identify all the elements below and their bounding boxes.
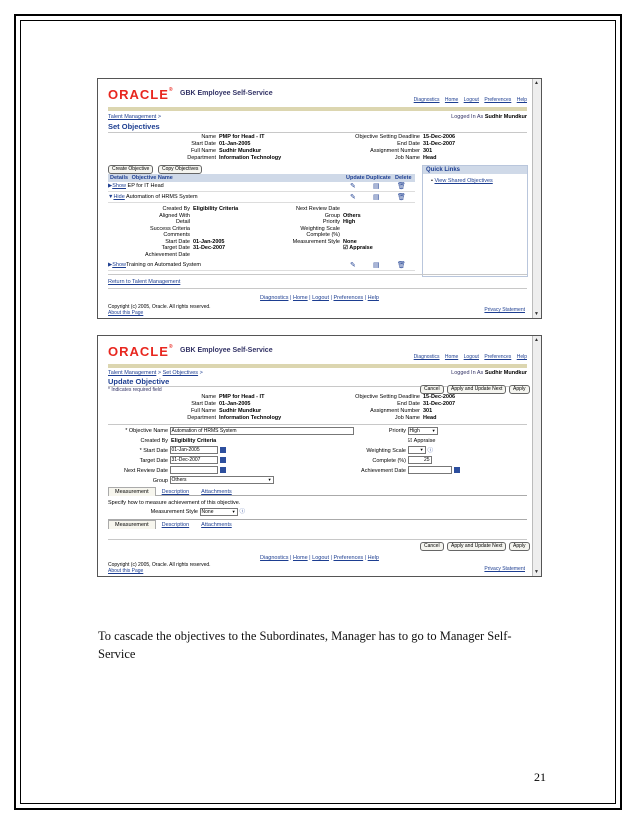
footer-preferences-link[interactable]: Preferences (333, 295, 364, 301)
tab-measurement[interactable]: Measurement (108, 520, 156, 529)
tab-description[interactable]: Description (161, 489, 190, 495)
view-shared-objectives-link[interactable]: View Shared Objectives (434, 178, 493, 184)
breadcrumb: Talent Management > (108, 114, 162, 120)
table-row: ▶Show EP for IT Head (108, 182, 415, 192)
help-link[interactable]: Help (516, 354, 527, 360)
app-name: GBK Employee Self-Service (180, 90, 273, 97)
expanded-details-right: Next Review Date Group Others Priority High Weighting Scale Complete (%) Measurement Style None ☑ Appraise (292, 206, 373, 251)
delete-trash-icon[interactable]: 🗑 (397, 262, 406, 269)
table-row: ▶ShowTraining on Automated System (108, 261, 415, 271)
footer-rule (108, 274, 527, 275)
footer-links: Diagnostics | Home | Logout | Preferences | Help (260, 295, 379, 301)
oracle-logo: ORACLE® (108, 87, 174, 102)
objective-form-left: * Objective Name Automation of HRMS System Created By Eligibility Criteria * Start Date 01-Jan-2005 Target Date 31-Dec-2007 Next Review Date Group Others ▼ (98, 427, 354, 486)
next-review-date-input[interactable] (170, 466, 218, 474)
diagnostics-link[interactable]: Diagnostics (413, 354, 440, 360)
preferences-link[interactable]: Preferences (484, 97, 512, 103)
complete-percent-input[interactable]: 25 (408, 456, 432, 464)
objective-form-right: Priority High ▼ ☑ Appraise Weighting Scale ▼ ⓘ Complete (%) 25 Achievement Date (318, 427, 460, 476)
copyright: Copyright (c) 2005, Oracle. All rights reserved. About this Page (108, 304, 211, 316)
global-links (410, 354, 527, 360)
oracle-logo: ORACLE® (108, 344, 174, 359)
footer-help-link[interactable]: Help (367, 555, 379, 561)
tab-bar (108, 487, 527, 496)
calendar-icon[interactable] (454, 467, 460, 473)
details-left: Name PMP for Head - IT Start Date 01-Jan-2005 Full Name Sudhir Mundkur Department Information Technology (187, 394, 282, 421)
tab-attachments[interactable]: Attachments (201, 489, 232, 495)
page-number: 21 (534, 770, 546, 784)
update-pencil-icon[interactable]: ✎ (350, 194, 356, 201)
about-page-link[interactable]: About this Page (108, 310, 144, 316)
objectives-table-header: Details Objective Name Update Duplicate Delete (108, 174, 415, 182)
global-links (410, 97, 527, 103)
chevron-down-icon: ▼ (419, 447, 424, 453)
header-band (108, 107, 527, 111)
about-page-link[interactable]: About this Page (108, 568, 144, 574)
calendar-icon[interactable] (220, 447, 226, 453)
preferences-link[interactable]: Preferences (484, 354, 512, 360)
update-pencil-icon[interactable]: ✎ (350, 262, 356, 269)
target-date-input[interactable]: 31-Dec-2007 (170, 456, 218, 464)
caption-paragraph: To cascade the objectives to the Subordinates, Manager has to go to Manager Self-Service (98, 629, 512, 661)
footer-help-link[interactable]: Help (367, 295, 379, 301)
app-header (108, 87, 527, 105)
copyright: Copyright (c) 2005, Oracle. All rights reserved. About this Page (108, 562, 211, 574)
info-icon[interactable]: ⓘ (427, 447, 434, 454)
footer-home-link[interactable]: Home (292, 555, 308, 561)
tab-bar-bottom (108, 519, 527, 528)
scrollbar[interactable] (532, 79, 541, 318)
appraise-checkbox[interactable]: ☑ Appraise (407, 437, 436, 444)
details-left: Name PMP for Head - IT Start Date 01-Jan-2005 Full Name Sudhir Mundkur Department Information Technology (187, 134, 282, 161)
screenshot-update-objective (97, 335, 542, 577)
title-rule (108, 132, 527, 133)
app-name: GBK Employee Self-Service (180, 347, 273, 354)
footer-rule (108, 539, 527, 540)
quick-links-title: Quick Links (423, 166, 527, 174)
expanded-details-left: Created By Eligibility Criteria Aligned With Detail Success Criteria Comments Start Date 01-Jan-2005 Target Date 31-Dec-2007 Achievement Date (145, 206, 239, 258)
create-objective-button[interactable]: Create Objective (108, 165, 153, 174)
appraise-checkbox: ☑ Appraise (343, 245, 373, 251)
page-title: Update Objective (108, 377, 170, 386)
return-to-talent-management-link[interactable]: Return to Talent Management (108, 279, 181, 285)
logout-link[interactable]: Logout (463, 97, 479, 103)
page-title: Set Objectives (108, 122, 160, 131)
table-row: ▼Hide Automation of HRMS System (108, 193, 415, 203)
apply-and-update-next-button[interactable]: Apply and Update Next (447, 542, 506, 551)
quick-links-box: Quick Links • View Shared Objectives (422, 165, 528, 277)
home-link[interactable]: Home (444, 97, 459, 103)
objective-name-input[interactable]: Automation of HRMS System (170, 427, 354, 435)
breadcrumb-talent-management[interactable]: Talent Management (108, 370, 157, 376)
footer-home-link[interactable]: Home (292, 295, 308, 301)
duplicate-icon[interactable]: ▤ (373, 262, 380, 269)
header-band (108, 364, 527, 368)
tab-attachments[interactable]: Attachments (201, 522, 232, 528)
show-link[interactable]: Show (112, 183, 126, 189)
scrollbar[interactable] (532, 336, 541, 576)
details-right: Objective Setting Deadline 15-Dec-2006 End Date 31-Dec-2007 Assignment Number 301 Job Name Head (355, 394, 456, 421)
cancel-button[interactable]: Cancel (420, 385, 444, 394)
achievement-date-input[interactable] (408, 466, 452, 474)
privacy-statement-link[interactable]: Privacy Statement (484, 307, 525, 313)
screenshot-set-objectives (97, 78, 542, 319)
details-right: Objective Setting Deadline 15-Dec-2006 End Date 31-Dec-2007 Assignment Number 301 Job Name Head (355, 134, 456, 161)
logged-in-as: Logged In As Sudhir Mundkur (451, 370, 527, 376)
home-link[interactable]: Home (444, 354, 459, 360)
section-rule (108, 424, 527, 425)
weighting-scale-select[interactable] (408, 446, 426, 454)
show-link[interactable]: Show (112, 262, 126, 268)
diagnostics-link[interactable]: Diagnostics (413, 97, 440, 103)
logged-in-as: Logged In As Sudhir Mundkur (451, 114, 527, 120)
start-date-input[interactable]: 01-Jan-2005 (170, 446, 218, 454)
copy-objectives-button[interactable]: Copy Objectives (158, 165, 202, 174)
tab-measurement[interactable]: Measurement (108, 487, 156, 496)
apply-button[interactable]: Apply (509, 542, 530, 551)
apply-button[interactable]: Apply (509, 385, 530, 394)
calendar-icon[interactable] (220, 457, 226, 463)
footer-rule (108, 288, 527, 289)
footer-diagnostics-link[interactable]: Diagnostics (260, 295, 289, 301)
delete-trash-icon[interactable]: 🗑 (397, 194, 406, 201)
footer-preferences-link[interactable]: Preferences (333, 555, 364, 561)
duplicate-icon[interactable]: ▤ (373, 194, 380, 201)
hide-link[interactable]: Hide (113, 194, 125, 200)
delete-trash-icon[interactable]: 🗑 (397, 183, 406, 190)
cancel-button[interactable]: Cancel (420, 542, 444, 551)
footer-links: Diagnostics | Home | Logout | Preferences | Help (260, 555, 379, 561)
footer-logout-link[interactable]: Logout (312, 555, 329, 561)
privacy-statement-link[interactable]: Privacy Statement (484, 566, 525, 572)
apply-and-update-next-button[interactable]: Apply and Update Next (447, 385, 506, 394)
calendar-icon[interactable] (220, 467, 226, 473)
breadcrumb-talent-management[interactable]: Talent Management (108, 114, 157, 120)
duplicate-icon[interactable]: ▤ (373, 183, 380, 190)
logout-link[interactable]: Logout (463, 354, 479, 360)
footer-diagnostics-link[interactable]: Diagnostics (260, 555, 289, 561)
required-note: * Indicates required field (108, 387, 162, 393)
priority-select[interactable]: High ▼ (409, 428, 436, 434)
breadcrumb: Talent Management > Set Objectives > (108, 370, 203, 376)
footer-logout-link[interactable]: Logout (312, 295, 329, 301)
measure-note: Specify how to measure achievement of this objective. (108, 500, 241, 506)
chevron-down-icon: ▼ (431, 428, 436, 433)
measurement-style-select[interactable]: None ▼ (201, 508, 236, 515)
tab-description[interactable]: Description (161, 522, 190, 528)
help-link[interactable]: Help (516, 97, 527, 103)
chevron-down-icon: ▼ (267, 477, 272, 483)
chevron-down-icon: ▼ (231, 508, 236, 514)
info-icon[interactable]: ⓘ (239, 509, 246, 515)
group-select[interactable]: Others ▼ (171, 477, 272, 484)
update-pencil-icon[interactable]: ✎ (350, 183, 356, 190)
app-header (108, 344, 527, 362)
breadcrumb-set-objectives[interactable]: Set Objectives (162, 370, 199, 376)
measurement-style-field: Measurement Style None ▼ ⓘ (150, 508, 246, 515)
